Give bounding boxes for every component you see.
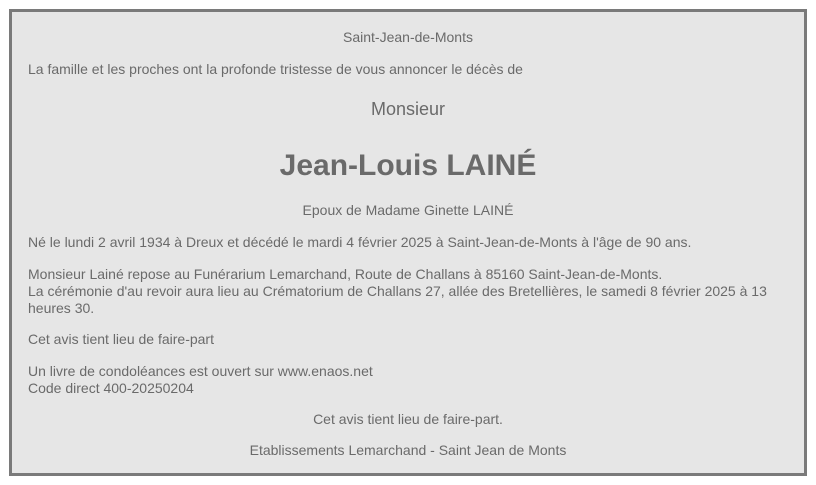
condolences-code: Code direct 400-20250204 xyxy=(28,380,194,396)
deceased-name: Jean-Louis LAINÉ xyxy=(279,149,537,182)
faire-part-text: Cet avis tient lieu de faire-part xyxy=(28,331,214,347)
birth-death-text: Né le lundi 2 avril 1934 à Dreux et décédé le mardi 4 février 2025 à Saint-Jean-de-Monts à l'âge de 90 ans. xyxy=(28,234,692,250)
condolences-paragraph xyxy=(28,363,788,397)
arrangements-line: La cérémonie d'au revoir aura lieu au Crématorium de Challans 27, allée des Bretellières, le samedi 8 février 2025 à 13 heures 30. xyxy=(28,283,767,316)
intro-text: La famille et les proches ont la profonde tristesse de vous annoncer le décès de xyxy=(28,61,523,77)
salutation-text: Monsieur xyxy=(370,99,446,119)
arrangements-line: Monsieur Lainé repose au Funérarium Lemarchand, Route de Challans à 85160 Saint-Jean-de-Monts. xyxy=(28,266,663,282)
funeral-home-text: Etablissements Lemarchand - Saint Jean de Monts xyxy=(249,442,567,458)
obituary-notice xyxy=(9,9,807,476)
location-text: Saint-Jean-de-Monts xyxy=(343,29,473,45)
faire-part-text-closing: Cet avis tient lieu de faire-part. xyxy=(313,411,503,427)
arrangements-paragraph xyxy=(28,266,788,317)
spouse-text: Epoux de Madame Ginette LAINÉ xyxy=(302,202,514,218)
condolences-line: Un livre de condoléances est ouvert sur www.enaos.net xyxy=(28,363,373,379)
